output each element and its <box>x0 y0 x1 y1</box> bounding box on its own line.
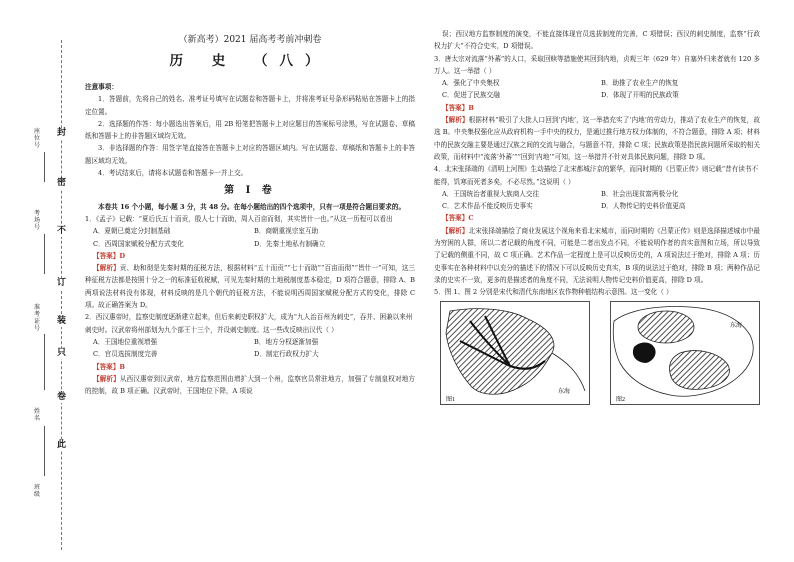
name-line <box>44 426 45 476</box>
seat-number-label: 座位号 <box>33 128 40 149</box>
left-column <box>85 0 415 562</box>
cut-char: 不 <box>56 226 66 236</box>
answer-value: D <box>119 251 126 260</box>
q3-stem: 3．唐太宗对流落“外蕃”的人口，采取回赎等措施使其回到内地，贞观三年（629 年）自塞外归来者就有 120 多万人。这一举措（ ） <box>434 54 760 75</box>
explanation-label: 【解析】 <box>93 264 120 273</box>
q2-stem: 2．西汉惠帝时，监察史制度逐渐建立起来，但后来刺史职权扩大，成为“九人治百州为刺史”，吞并、困兼以来州刺史时。汉武帝将州部划为九个部王十三个，并设刺史制度。这一些改反映出汉代（ ） <box>85 313 413 334</box>
q1-option-c[interactable]: C．西周国家赋税分配方式变化 <box>93 239 184 248</box>
note-item: 3．非选择题的作答：用签字笔直接答在答题卡上对应的答题区域内。写在试题卷、草稿纸和答题卡上的非答题区域均无效。 <box>85 144 415 165</box>
answer-label: 【答案】 <box>442 103 469 112</box>
volume-title: 第 Ⅰ 卷 <box>224 185 276 197</box>
right-column <box>434 0 760 562</box>
explanation-text: 贡、助和彻是先秦时期的征税方法，根据材料“五十而贡”“七十而助”“百亩而彻”“皆什一”可知，这三种征税方法都是按照十分之一的标准征收税赋，可见先秦时期的土地税制度基本稳定，D 项符合题意，排除 A、B 两项说法材料没有体现，材料反映的是几个朝代的征税方法，不能说明西周国家赋税分配方式的变化，排除 C 项。故正确答案为 D。 <box>85 264 416 310</box>
cut-char: 密 <box>56 178 66 188</box>
q5-stem: 5．图 1、图 2 分别是宋代和清代东南地区农作物种植结构示意图。这一变化（ ） <box>434 288 673 297</box>
q3-answer <box>442 102 760 114</box>
section-intro: 本卷共 16 个小题，每小题 3 分，共 48 分。在每小题给出的四个选项中，只有一项是符合题目要求的。 <box>98 202 406 211</box>
q3-option-a[interactable]: A．强化了中央集权 <box>442 79 500 88</box>
q2-option-c[interactable]: C．官员选拔制度完善 <box>93 350 158 359</box>
exam-room-label: 考场号 <box>33 210 40 231</box>
name-label: 姓名 <box>33 408 40 422</box>
note-item: 1．答题前，先将自己的姓名、准考证号填写在试题卷和答题卡上，并将准考证号条形码粘贴在答题卡上的指定位置。 <box>85 95 415 116</box>
map-sea-label: 东海 <box>558 388 571 395</box>
cut-char: 订 <box>56 278 66 288</box>
qing-cotton-region-north <box>638 311 694 343</box>
q1-option-a[interactable]: A．夏朝已奠定分封制基础 <box>93 227 171 236</box>
class-label: 班级 <box>33 484 40 498</box>
q4-options <box>434 188 760 213</box>
q3-option-b[interactable]: B．助推了农业生产的恢复 <box>601 79 679 88</box>
q3-explanation <box>434 114 760 163</box>
cut-char: 装 <box>56 316 66 326</box>
subject-title: 历 史 （八） <box>169 53 331 69</box>
exam-header: （新高考）2021 届高考考前冲刺卷 <box>178 35 322 45</box>
note-item: 2．选择题的作答：每小题选出答案后，用 2B 铅笔把答题卡上对应题目的答案标号涂黑，写在试题卷、草稿纸和答题卡上的非答题区域均无效。 <box>85 119 415 141</box>
cut-char: 卷 <box>56 392 66 402</box>
q4-stem: 4．北宋张择端的《清明上河图》生动描绘了北宋都城汴京的繁华，而同时期的《吕蒙正传》则记载“昔有读书不能得，饥寒而死者多矣，不必尽然。”这说明（ ） <box>434 165 759 186</box>
q4-option-b[interactable]: B．社会出现贫富两极分化 <box>601 189 679 198</box>
q3-options <box>434 77 760 102</box>
cut-char: 此 <box>56 440 66 450</box>
cut-line <box>61 40 62 550</box>
answer-label: 【答案】 <box>93 362 120 371</box>
explanation-text: 根据材料“吸引了大批人口回到‘内地’，这一举措充实了‘内地’的劳动力，推动了农业生产的恢复，故选 B。中央集权强化应从政府机构一手中央的权力，是通过推行地方权力体制的，不符合题意，排除 A 项；材料中的民族交融主要是通过汉族之间的交流与融合，与题意不符，排除 C 项；民族政策是指民族问题所采取的相关政策，而材料中“流落‘外蕃’”“回到‘内地’”可知，这一举措并不针对具体民族问题，排除 D 项。 <box>434 116 760 161</box>
note-item: 4．考试结束后，请将本试题卷和答题卡一并上交。 <box>98 169 248 178</box>
q2-option-a[interactable]: A．王国地位重视增强 <box>93 337 158 346</box>
q1-option-d[interactable]: D．先秦土地私有制确立 <box>254 239 326 248</box>
explanation-label: 【解析】 <box>93 374 120 383</box>
notes-title: 注意事项： <box>85 83 118 91</box>
explanation-label: 【解析】 <box>442 116 469 125</box>
q1-explanation <box>85 262 415 311</box>
q4-option-c[interactable]: C．艺术作品不能反映历史事实 <box>442 202 533 211</box>
q5-figures <box>434 301 760 405</box>
answer-label: 【答案】 <box>442 214 469 223</box>
q2-options <box>85 336 415 361</box>
answer-label: 【答案】 <box>93 251 120 260</box>
q2-option-d[interactable]: D．制定行政权力扩大 <box>254 350 319 359</box>
ticket-number-label: 准考证号 <box>33 304 40 332</box>
q4-option-a[interactable]: A．王国统治者重视大族商人交往 <box>442 189 540 198</box>
figure-label: 图1 <box>446 396 456 403</box>
cut-char: 封 <box>56 128 66 138</box>
binding-margin <box>0 0 80 562</box>
q2-option-b[interactable]: B．地方分权逐渐加强 <box>254 337 319 346</box>
q4-answer <box>442 212 760 224</box>
q2-answer <box>93 361 415 373</box>
q1-options <box>85 225 415 250</box>
qing-crop-map-figure <box>610 301 760 405</box>
song-crop-map-figure <box>440 301 590 405</box>
q1-stem: 1．《孟子》记载：“夏后氏五十而贡，殷人七十而助，周人百亩而彻，其实皆什一也。”从这一历程可以看出 <box>85 214 393 223</box>
explanation-label: 【解析】 <box>442 226 469 235</box>
q3-option-d[interactable]: D．体现了开明的民族政策 <box>601 91 679 100</box>
q4-option-d[interactable]: D．人物传记的史料价值更高 <box>601 202 686 211</box>
explanation-text: 北宋张择端描绘了商业发展这个视角来看北宋城市，而同时期的《吕蒙正传》则是选择描述城市中最为穷困的人群，所以二者记载的角度不同，可能是二者出发点不同，不能说明作者的真实意图和立场，所以导致了记载的侧重不同，故 C 项正确。艺术作品一定程度上是可以反映历史的，A 项说法过于绝对，排除 A 项；历史事实在各种材料中以充分的描述下的情况下可以反映历史真实，B 项的说法过于绝对，排除 B 项；两种作品记录的史实不一致，更多的是描述者的角度不同，无法说明人物传记史料价值更高，排除 D 项。 <box>434 226 761 284</box>
figure-label: 图2 <box>616 396 626 403</box>
answer-value: B <box>119 362 125 371</box>
answer-value: B <box>468 103 474 112</box>
q2-explanation <box>85 373 415 398</box>
explanation-text: 从西汉惠帝到汉武帝，地方监察范围由增扩大到一个州，监察官员常驻地方，加强了专制皇权对地方的控制，故 B 项正确。汉武帝时，王国地位下降，A 项说 <box>85 374 415 396</box>
q2-explanation-continued: 误；西汉地方监察制度的演变，不能直接体现官员选拔制度的完善，C 项错误；西汉的刺史制度，监察“行政权力扩大”不符合史实，D 项错误。 <box>434 30 760 51</box>
cut-char: 只 <box>56 348 66 358</box>
q1-option-b[interactable]: B．商朝重视宗室互助 <box>254 227 319 236</box>
q3-option-c[interactable]: C．促进了民族交融 <box>442 91 500 100</box>
q1-answer <box>93 250 415 262</box>
ticket-number-line <box>44 334 45 390</box>
answer-value: C <box>468 214 474 223</box>
map-sea-label: 东海 <box>730 322 743 329</box>
exam-room-line <box>44 234 45 274</box>
q4-explanation <box>434 225 760 286</box>
seat-number-line <box>44 152 45 182</box>
